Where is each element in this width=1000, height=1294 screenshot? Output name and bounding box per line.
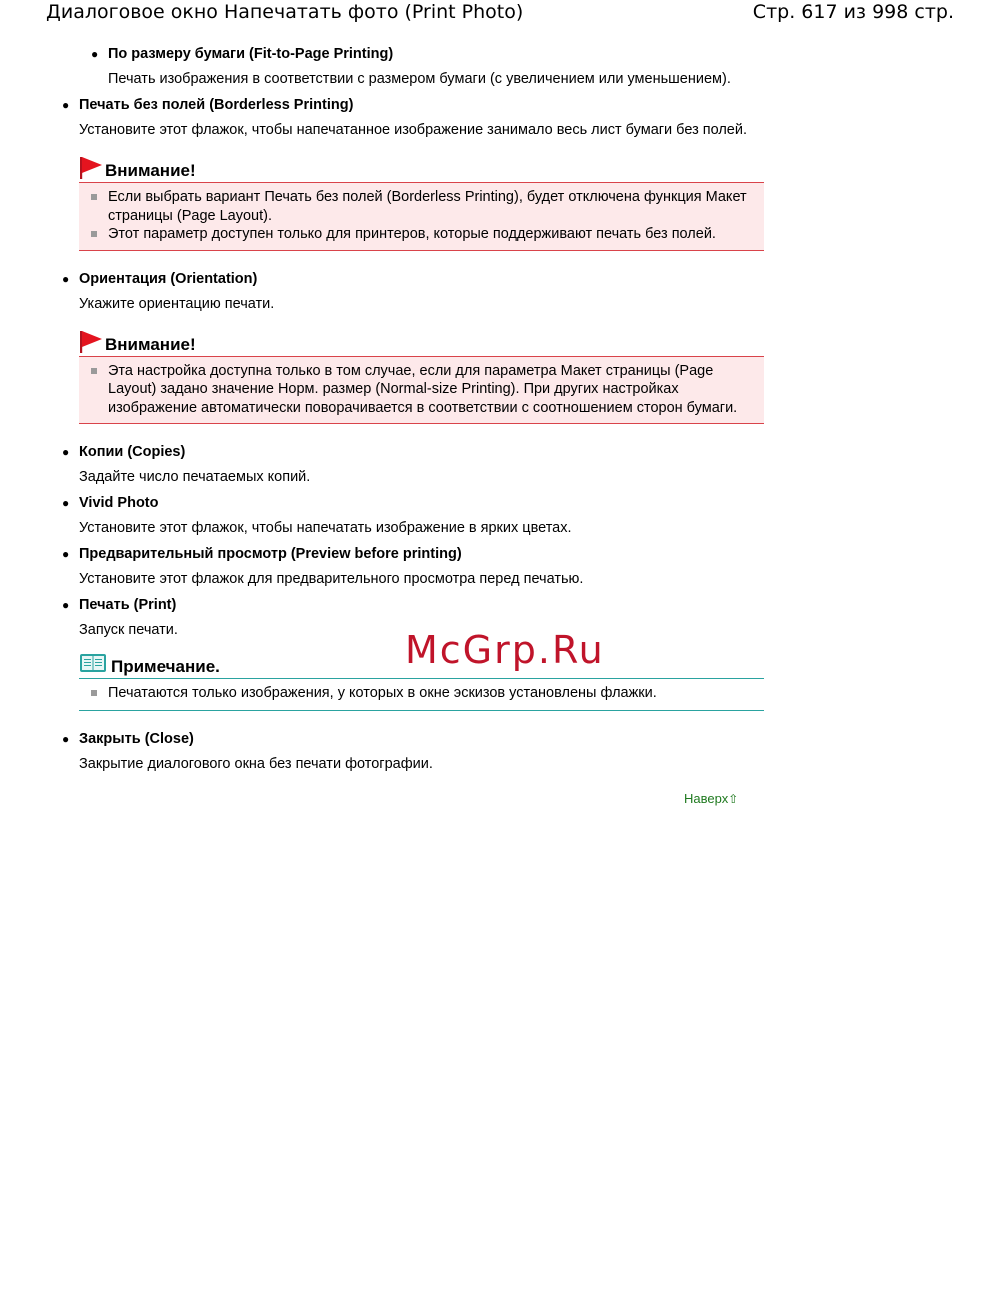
note-title-text: Примечание. [111, 657, 220, 676]
item-description: Запуск печати. [79, 622, 178, 638]
warning-callout [79, 156, 764, 251]
bullet-icon: ● [91, 47, 99, 61]
warning-title-text: Внимание! [105, 161, 196, 180]
warning-body [79, 356, 764, 425]
list-item-copies [60, 442, 764, 487]
bullet-icon: ● [62, 547, 70, 561]
item-title: Ориентация (Orientation) [79, 270, 258, 287]
back-to-top-link[interactable] [684, 791, 738, 806]
list-item-fit-to-page [60, 44, 764, 89]
list-item-close [60, 729, 764, 774]
bullet-icon: ● [62, 598, 70, 612]
list-item-borderless [60, 95, 764, 140]
warning-title-text: Внимание! [105, 334, 196, 354]
watermark: McGrp.Ru [405, 628, 605, 672]
list-item-vivid-photo [60, 493, 764, 538]
item-description: Закрытие диалогового окна без печати фотографии. [79, 755, 433, 772]
item-description: Установите этот флажок для предварительного просмотра перед печатью. [79, 571, 584, 587]
square-bullet-icon [91, 194, 97, 200]
back-to-top-label: Наверх [684, 791, 729, 806]
item-description: Задайте число печатаемых копий. [79, 469, 311, 485]
warning-callout [79, 330, 764, 425]
bullet-icon: ● [62, 496, 70, 510]
warning-title [79, 156, 764, 182]
square-bullet-icon [91, 368, 97, 374]
list-item-preview [60, 544, 764, 589]
note-body [79, 678, 764, 711]
item-title: Печать (Print) [79, 597, 177, 613]
red-flag-icon [79, 330, 103, 364]
bullet-icon: ● [62, 98, 70, 112]
item-title: Закрыть (Close) [79, 730, 194, 747]
note-line: Печатаются только изображения, у которых в окне эскизов установлены флажки. [89, 684, 756, 703]
item-title: По размеру бумаги (Fit-to-Page Printing) [108, 46, 394, 62]
bullet-icon: ● [62, 445, 70, 459]
warning-line: Если выбрать вариант Печать без полей (Borderless Printing), будет отключена функция Макет страницы (Page Layout). [89, 188, 756, 225]
arrow-up-icon: ⇧ [728, 792, 739, 806]
book-icon [79, 652, 107, 684]
item-title: Предварительный просмотр (Preview before printing) [79, 546, 462, 562]
bullet-icon: ● [62, 731, 70, 746]
item-title: Печать без полей (Borderless Printing) [79, 97, 354, 113]
warning-line: Эта настройка доступна только в том случае, если для параметра Макет страницы (Page Layout) задано значение Норм. размер (Normal-size Printing). При других настройках изображение автоматически поворачивается в соответствии с соотношением сторон бумаги. [89, 362, 756, 418]
warning-title [79, 330, 764, 356]
item-title: Vivid Photo [79, 495, 159, 511]
item-description: Установите этот флажок, чтобы напечатать изображение в ярких цветах. [79, 520, 572, 536]
warning-line: Этот параметр доступен только для принтеров, которые поддерживают печать без полей. [89, 225, 756, 244]
red-flag-icon [79, 156, 103, 190]
page-counter: Стр. 617 из 998 стр. [752, 1, 954, 23]
bullet-icon: ● [62, 271, 70, 286]
square-bullet-icon [91, 690, 97, 696]
document-title: Диалоговое окно Напечатать фото (Print Photo) [46, 1, 524, 23]
page-header [0, 0, 1000, 30]
item-description: Укажите ориентацию печати. [79, 295, 275, 312]
item-description: Установите этот флажок, чтобы напечатанное изображение занимало весь лист бумаги без полей. [79, 122, 747, 138]
item-title: Копии (Copies) [79, 444, 186, 460]
list-item-orientation [60, 269, 764, 314]
item-description: Печать изображения в соответствии с размером бумаги (с увеличением или уменьшением). [108, 71, 731, 87]
warning-body [79, 182, 764, 251]
square-bullet-icon [91, 231, 97, 237]
